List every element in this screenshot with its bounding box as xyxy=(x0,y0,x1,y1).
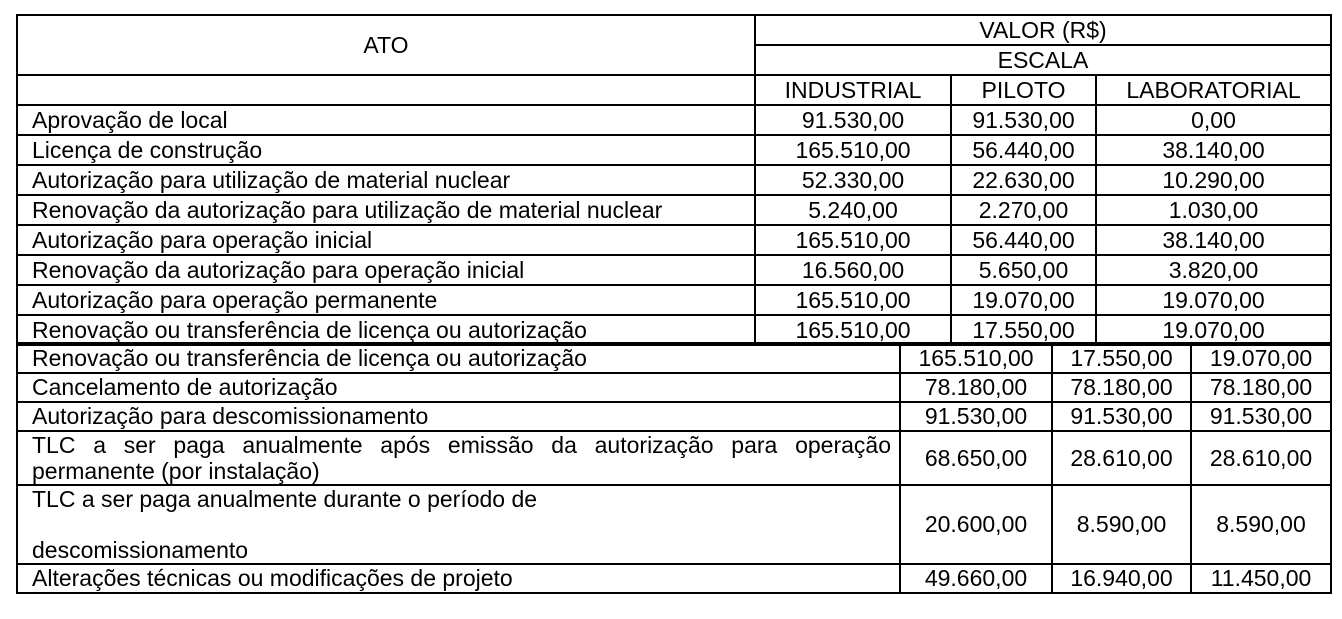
table-row xyxy=(17,225,1331,255)
row-ato: Cancelamento de autorização xyxy=(17,373,900,402)
row-industrial: 165.510,00 xyxy=(900,344,1052,374)
row-ato: Autorização para operação permanente xyxy=(17,285,755,315)
row-laboratorial: 8.590,00 xyxy=(1191,485,1331,564)
fees-table-bottom xyxy=(16,342,1332,594)
table-row xyxy=(17,344,1331,374)
row-piloto: 56.440,00 xyxy=(951,135,1096,165)
row-piloto: 78.180,00 xyxy=(1052,373,1191,402)
row-piloto: 16.940,00 xyxy=(1052,564,1191,593)
row-piloto: 8.590,00 xyxy=(1052,485,1191,564)
row-ato: Autorização para descomissionamento xyxy=(17,402,900,431)
row-laboratorial: 38.140,00 xyxy=(1096,135,1331,165)
row-piloto: 22.630,00 xyxy=(951,165,1096,195)
header-piloto: PILOTO xyxy=(951,75,1096,105)
row-ato: Autorização para utilização de material nuclear xyxy=(17,165,755,195)
row-industrial: 68.650,00 xyxy=(900,431,1052,485)
table-row xyxy=(17,564,1331,593)
row-laboratorial: 10.290,00 xyxy=(1096,165,1331,195)
header-ato-spacer xyxy=(17,75,755,105)
row-piloto: 19.070,00 xyxy=(951,285,1096,315)
row-ato: Aprovação de local xyxy=(17,105,755,135)
row-industrial: 165.510,00 xyxy=(755,315,951,345)
row-industrial: 165.510,00 xyxy=(755,285,951,315)
row-industrial: 91.530,00 xyxy=(900,402,1052,431)
row-laboratorial: 11.450,00 xyxy=(1191,564,1331,593)
row-piloto: 2.270,00 xyxy=(951,195,1096,225)
row-industrial: 49.660,00 xyxy=(900,564,1052,593)
header-valor: VALOR (R$) xyxy=(755,15,1331,45)
row-piloto: 5.650,00 xyxy=(951,255,1096,285)
row-piloto: 91.530,00 xyxy=(1052,402,1191,431)
row-ato: TLC a ser paga anualmente após emissão da autorização para operação permanente (por instalação) xyxy=(17,431,900,485)
row-ato-line1: TLC a ser paga anualmente durante o período de xyxy=(32,486,538,512)
table-row xyxy=(17,485,1331,564)
row-ato: Autorização para operação inicial xyxy=(17,225,755,255)
row-industrial: 52.330,00 xyxy=(755,165,951,195)
table-row xyxy=(17,255,1331,285)
table-row xyxy=(17,195,1331,225)
row-laboratorial: 28.610,00 xyxy=(1191,431,1331,485)
row-laboratorial: 3.820,00 xyxy=(1096,255,1331,285)
row-ato xyxy=(17,485,900,564)
row-industrial: 165.510,00 xyxy=(755,135,951,165)
header-laboratorial: LABORATORIAL xyxy=(1096,75,1331,105)
row-ato: Renovação da autorização para operação inicial xyxy=(17,255,755,285)
row-laboratorial: 19.070,00 xyxy=(1191,344,1331,374)
table-row xyxy=(17,315,1331,345)
row-ato: Renovação ou transferência de licença ou autorização xyxy=(17,315,755,345)
row-ato: Renovação da autorização para utilização de material nuclear xyxy=(17,195,755,225)
header-ato: ATO xyxy=(17,15,755,75)
row-industrial: 78.180,00 xyxy=(900,373,1052,402)
table-row xyxy=(17,431,1331,485)
row-piloto: 28.610,00 xyxy=(1052,431,1191,485)
header-industrial: INDUSTRIAL xyxy=(755,75,951,105)
table-row xyxy=(17,285,1331,315)
row-laboratorial: 78.180,00 xyxy=(1191,373,1331,402)
table-row xyxy=(17,373,1331,402)
table-row xyxy=(17,105,1331,135)
row-ato-line2: descomissionamento xyxy=(32,537,249,563)
row-laboratorial: 19.070,00 xyxy=(1096,285,1331,315)
row-laboratorial: 19.070,00 xyxy=(1096,315,1331,345)
row-piloto: 17.550,00 xyxy=(1052,344,1191,374)
row-ato: Alterações técnicas ou modificações de projeto xyxy=(17,564,900,593)
fees-table-top xyxy=(16,14,1332,346)
row-industrial: 165.510,00 xyxy=(755,225,951,255)
row-industrial: 91.530,00 xyxy=(755,105,951,135)
row-laboratorial: 38.140,00 xyxy=(1096,225,1331,255)
row-laboratorial: 1.030,00 xyxy=(1096,195,1331,225)
table-row xyxy=(17,135,1331,165)
row-laboratorial: 91.530,00 xyxy=(1191,402,1331,431)
row-piloto: 17.550,00 xyxy=(951,315,1096,345)
row-industrial: 16.560,00 xyxy=(755,255,951,285)
row-piloto: 91.530,00 xyxy=(951,105,1096,135)
row-industrial: 20.600,00 xyxy=(900,485,1052,564)
row-piloto: 56.440,00 xyxy=(951,225,1096,255)
row-ato: Licença de construção xyxy=(17,135,755,165)
header-escala: ESCALA xyxy=(755,45,1331,75)
table-row xyxy=(17,165,1331,195)
row-industrial: 5.240,00 xyxy=(755,195,951,225)
row-ato: Renovação ou transferência de licença ou autorização xyxy=(17,344,900,374)
table-row xyxy=(17,402,1331,431)
row-laboratorial: 0,00 xyxy=(1096,105,1331,135)
